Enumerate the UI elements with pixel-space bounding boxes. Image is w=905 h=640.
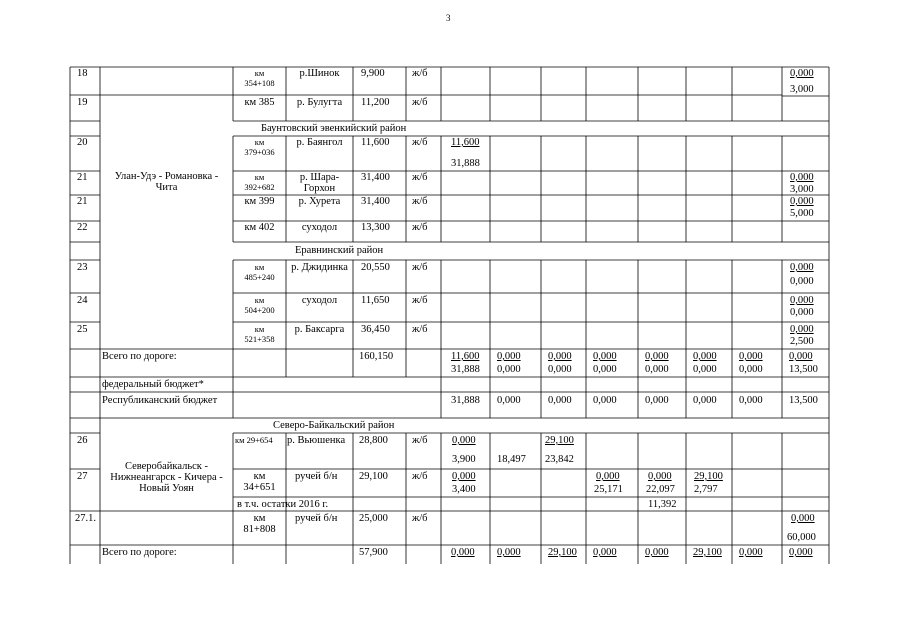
- km-marker: км 402: [244, 222, 275, 233]
- total-plan: 0,000: [693, 351, 717, 362]
- bridge-type: ж/б: [412, 196, 428, 207]
- budget-value: 0,000: [497, 395, 521, 406]
- total-plan: 29,100: [548, 547, 577, 558]
- amount-fact: 22,097: [646, 484, 675, 495]
- amount-plan: 0,000: [596, 471, 620, 482]
- amount-fact: 0,000: [790, 276, 814, 287]
- amount-fact: 25,171: [594, 484, 623, 495]
- amount-plan: 0,000: [791, 513, 815, 524]
- amount-plan: 0,000: [790, 262, 814, 273]
- total-plan: 0,000: [497, 547, 521, 558]
- km-marker: км 399: [244, 196, 275, 207]
- length-value: 9,900: [361, 68, 385, 79]
- budget-label: федеральный бюджет*: [102, 379, 204, 390]
- length-value: 11,650: [361, 295, 390, 306]
- bridge-type: ж/б: [412, 68, 428, 79]
- row-number: 23: [77, 262, 88, 273]
- river-name: р.Шинок: [299, 68, 340, 79]
- budget-value: 0,000: [645, 395, 669, 406]
- bridge-type: ж/б: [412, 222, 428, 233]
- amount-plan: 0,000: [790, 295, 814, 306]
- note-label: в т.ч. остатки 2016 г.: [237, 499, 329, 510]
- length-value: 28,800: [359, 435, 388, 446]
- page-number: 3: [446, 13, 451, 23]
- total-plan: 29,100: [693, 547, 722, 558]
- amount-plan: 0,000: [790, 68, 814, 79]
- total-plan: 11,600: [451, 351, 480, 362]
- km-marker: км 485+240: [244, 262, 275, 282]
- amount-fact: 3,400: [452, 484, 476, 495]
- km-marker: км 29+654: [235, 435, 273, 445]
- river-name: р. Джидинка: [291, 262, 348, 273]
- total-fact: 0,000: [593, 364, 617, 375]
- amount-fact: 18,497: [497, 454, 526, 465]
- bridge-type: ж/б: [412, 97, 428, 108]
- total-plan: 0,000: [593, 351, 617, 362]
- river-name: р. Булугта: [296, 97, 343, 108]
- amount-plan: 0,000: [790, 324, 814, 335]
- bridge-type: ж/б: [412, 471, 428, 482]
- amount-fact: 31,888: [451, 158, 480, 169]
- total-plan: 0,000: [645, 547, 669, 558]
- river-name: ручей б/н: [295, 471, 338, 482]
- budget-value: 0,000: [593, 395, 617, 406]
- river-name: р. Шара- Горхон: [299, 172, 340, 194]
- km-marker: км 392+682: [244, 172, 275, 192]
- bridge-type: ж/б: [412, 324, 428, 335]
- row-number: 18: [77, 68, 88, 79]
- km-marker: км 379+036: [244, 137, 275, 157]
- river-name: суходол: [301, 222, 338, 233]
- amount-fact: 5,000: [790, 208, 814, 219]
- row-number: 22: [77, 222, 88, 233]
- total-plan: 0,000: [451, 547, 475, 558]
- amount-plan: 0,000: [452, 471, 476, 482]
- total-plan: 0,000: [739, 351, 763, 362]
- note-value: 11,392: [648, 499, 677, 510]
- amount-fact: 3,000: [790, 84, 814, 95]
- km-marker: км 81+808: [243, 513, 276, 535]
- amount-fact: 3,900: [452, 454, 476, 465]
- row-number: 19: [77, 97, 88, 108]
- bridge-type: ж/б: [412, 513, 428, 524]
- row-number: 21: [77, 172, 88, 183]
- bridge-type: ж/б: [412, 262, 428, 273]
- amount-fact: 2,500: [790, 336, 814, 347]
- row-number: 27: [77, 471, 88, 482]
- total-plan: 0,000: [645, 351, 669, 362]
- bridge-type: ж/б: [412, 295, 428, 306]
- amount-plan: 0,000: [452, 435, 476, 446]
- length-value: 20,550: [361, 262, 390, 273]
- amount-plan: 0,000: [648, 471, 672, 482]
- river-name: р. Баксарга: [294, 324, 345, 335]
- budget-label: Республиканский бюджет: [102, 395, 218, 406]
- route-name: Улан-Удэ - Романовка - Чита: [114, 171, 219, 193]
- river-name: суходол: [301, 295, 338, 306]
- section-title: Северо-Байкальский район: [273, 420, 395, 431]
- route-name: Северобайкальск - Нижнеангарск - Кичера - Новый Уоян: [110, 461, 223, 494]
- amount-plan: 29,100: [545, 435, 574, 446]
- section-title: Еравнинский район: [295, 245, 384, 256]
- row-number: 27.1.: [75, 513, 96, 524]
- amount-plan: 0,000: [790, 172, 814, 183]
- km-marker: км 385: [244, 97, 275, 108]
- length-value: 11,200: [361, 97, 390, 108]
- length-value: 13,300: [361, 222, 390, 233]
- row-number: 25: [77, 324, 88, 335]
- amount-fact: 3,000: [790, 184, 814, 195]
- total-plan: 0,000: [497, 351, 521, 362]
- total-length: 160,150: [359, 351, 394, 362]
- bridge-type: ж/б: [412, 172, 428, 183]
- total-length: 57,900: [359, 547, 388, 558]
- amount-plan: 29,100: [694, 471, 723, 482]
- amount-plan: 0,000: [790, 196, 814, 207]
- budget-value: 13,500: [789, 395, 818, 406]
- amount-plan: 11,600: [451, 137, 480, 148]
- total-fact: 0,000: [693, 364, 717, 375]
- total-label: Всего по дороге:: [102, 547, 177, 558]
- amount-fact: 2,797: [694, 484, 718, 495]
- total-label: Всего по дороге:: [102, 351, 177, 362]
- river-name: р. Вьюшенка: [287, 435, 346, 446]
- total-fact: 0,000: [739, 364, 763, 375]
- bridge-type: ж/б: [412, 435, 428, 446]
- length-value: 25,000: [359, 513, 388, 524]
- amount-fact: 23,842: [545, 454, 574, 465]
- budget-value: 31,888: [451, 395, 480, 406]
- row-number: 26: [77, 435, 88, 446]
- length-value: 36,450: [361, 324, 390, 335]
- total-plan: 0,000: [789, 547, 813, 558]
- budget-value: 0,000: [739, 395, 763, 406]
- budget-value: 0,000: [693, 395, 717, 406]
- km-marker: км 354+108: [244, 68, 275, 88]
- river-name: ручей б/н: [295, 513, 338, 524]
- total-plan: 0,000: [789, 351, 813, 362]
- river-name: р. Баянгол: [296, 137, 343, 148]
- length-value: 11,600: [361, 137, 390, 148]
- river-name: р. Хурета: [298, 196, 341, 207]
- length-value: 31,400: [361, 172, 390, 183]
- total-fact: 0,000: [645, 364, 669, 375]
- total-plan: 0,000: [739, 547, 763, 558]
- length-value: 31,400: [361, 196, 390, 207]
- total-fact: 0,000: [497, 364, 521, 375]
- total-plan: 0,000: [593, 547, 617, 558]
- total-plan: 0,000: [548, 351, 572, 362]
- section-title: Баунтовский эвенкийский район: [261, 123, 407, 134]
- budget-value: 0,000: [548, 395, 572, 406]
- amount-fact: 60,000: [787, 532, 816, 543]
- total-fact: 13,500: [789, 364, 818, 375]
- km-marker: км 504+200: [244, 295, 275, 315]
- total-fact: 31,888: [451, 364, 480, 375]
- bridge-type: ж/б: [412, 137, 428, 148]
- row-number: 20: [77, 137, 88, 148]
- km-marker: км 521+358: [244, 324, 275, 344]
- row-number: 24: [77, 295, 88, 306]
- length-value: 29,100: [359, 471, 388, 482]
- row-number: 21: [77, 196, 88, 207]
- km-marker: км 34+651: [243, 471, 276, 493]
- amount-fact: 0,000: [790, 307, 814, 318]
- total-fact: 0,000: [548, 364, 572, 375]
